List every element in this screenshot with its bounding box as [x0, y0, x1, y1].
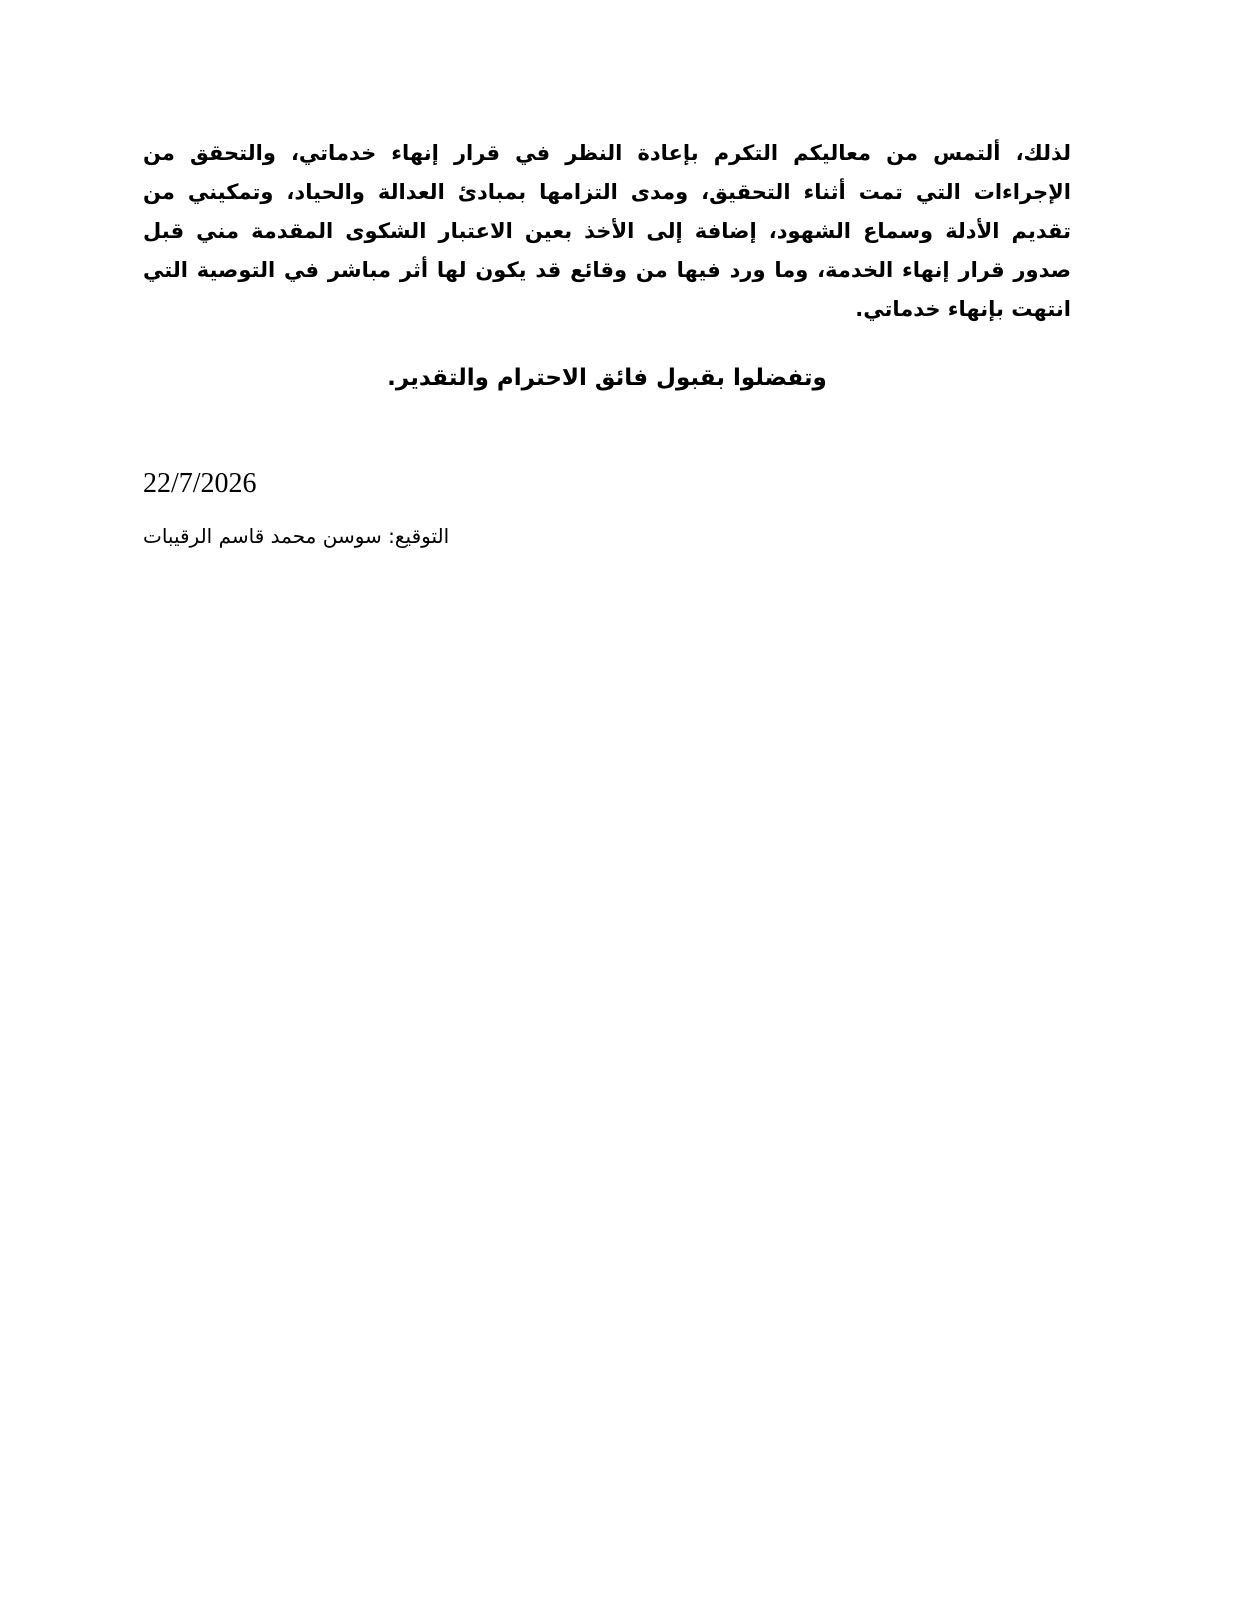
signature-line: التوقيع: سوسن محمد قاسم الرقيبات: [143, 524, 450, 548]
letter-date: 22/7/2026: [143, 468, 257, 499]
closing-line: وتفضلوا بقبول فائق الاحترام والتقدير.: [387, 365, 827, 391]
letter-body-paragraph: لذلك، ألتمس من معاليكم التكرم بإعادة النظر في قرار إنهاء خدماتي، والتحقق من الإجراءات التي تمت أثناء التحقيق، ومدى التزامها بمبادئ العدالة والحياد، وتمكيني من تقديم الأدلة وسماع الشهود، إضافة إلى الأخذ بعين الاعتبار الشكوى المقدمة مني قبل صدور قرار إنهاء الخدمة، وما ورد فيها من وقائع قد يكون لها أثر مباشر في التوصية التي انتهت بإنهاء خدماتي.: [143, 141, 1071, 321]
